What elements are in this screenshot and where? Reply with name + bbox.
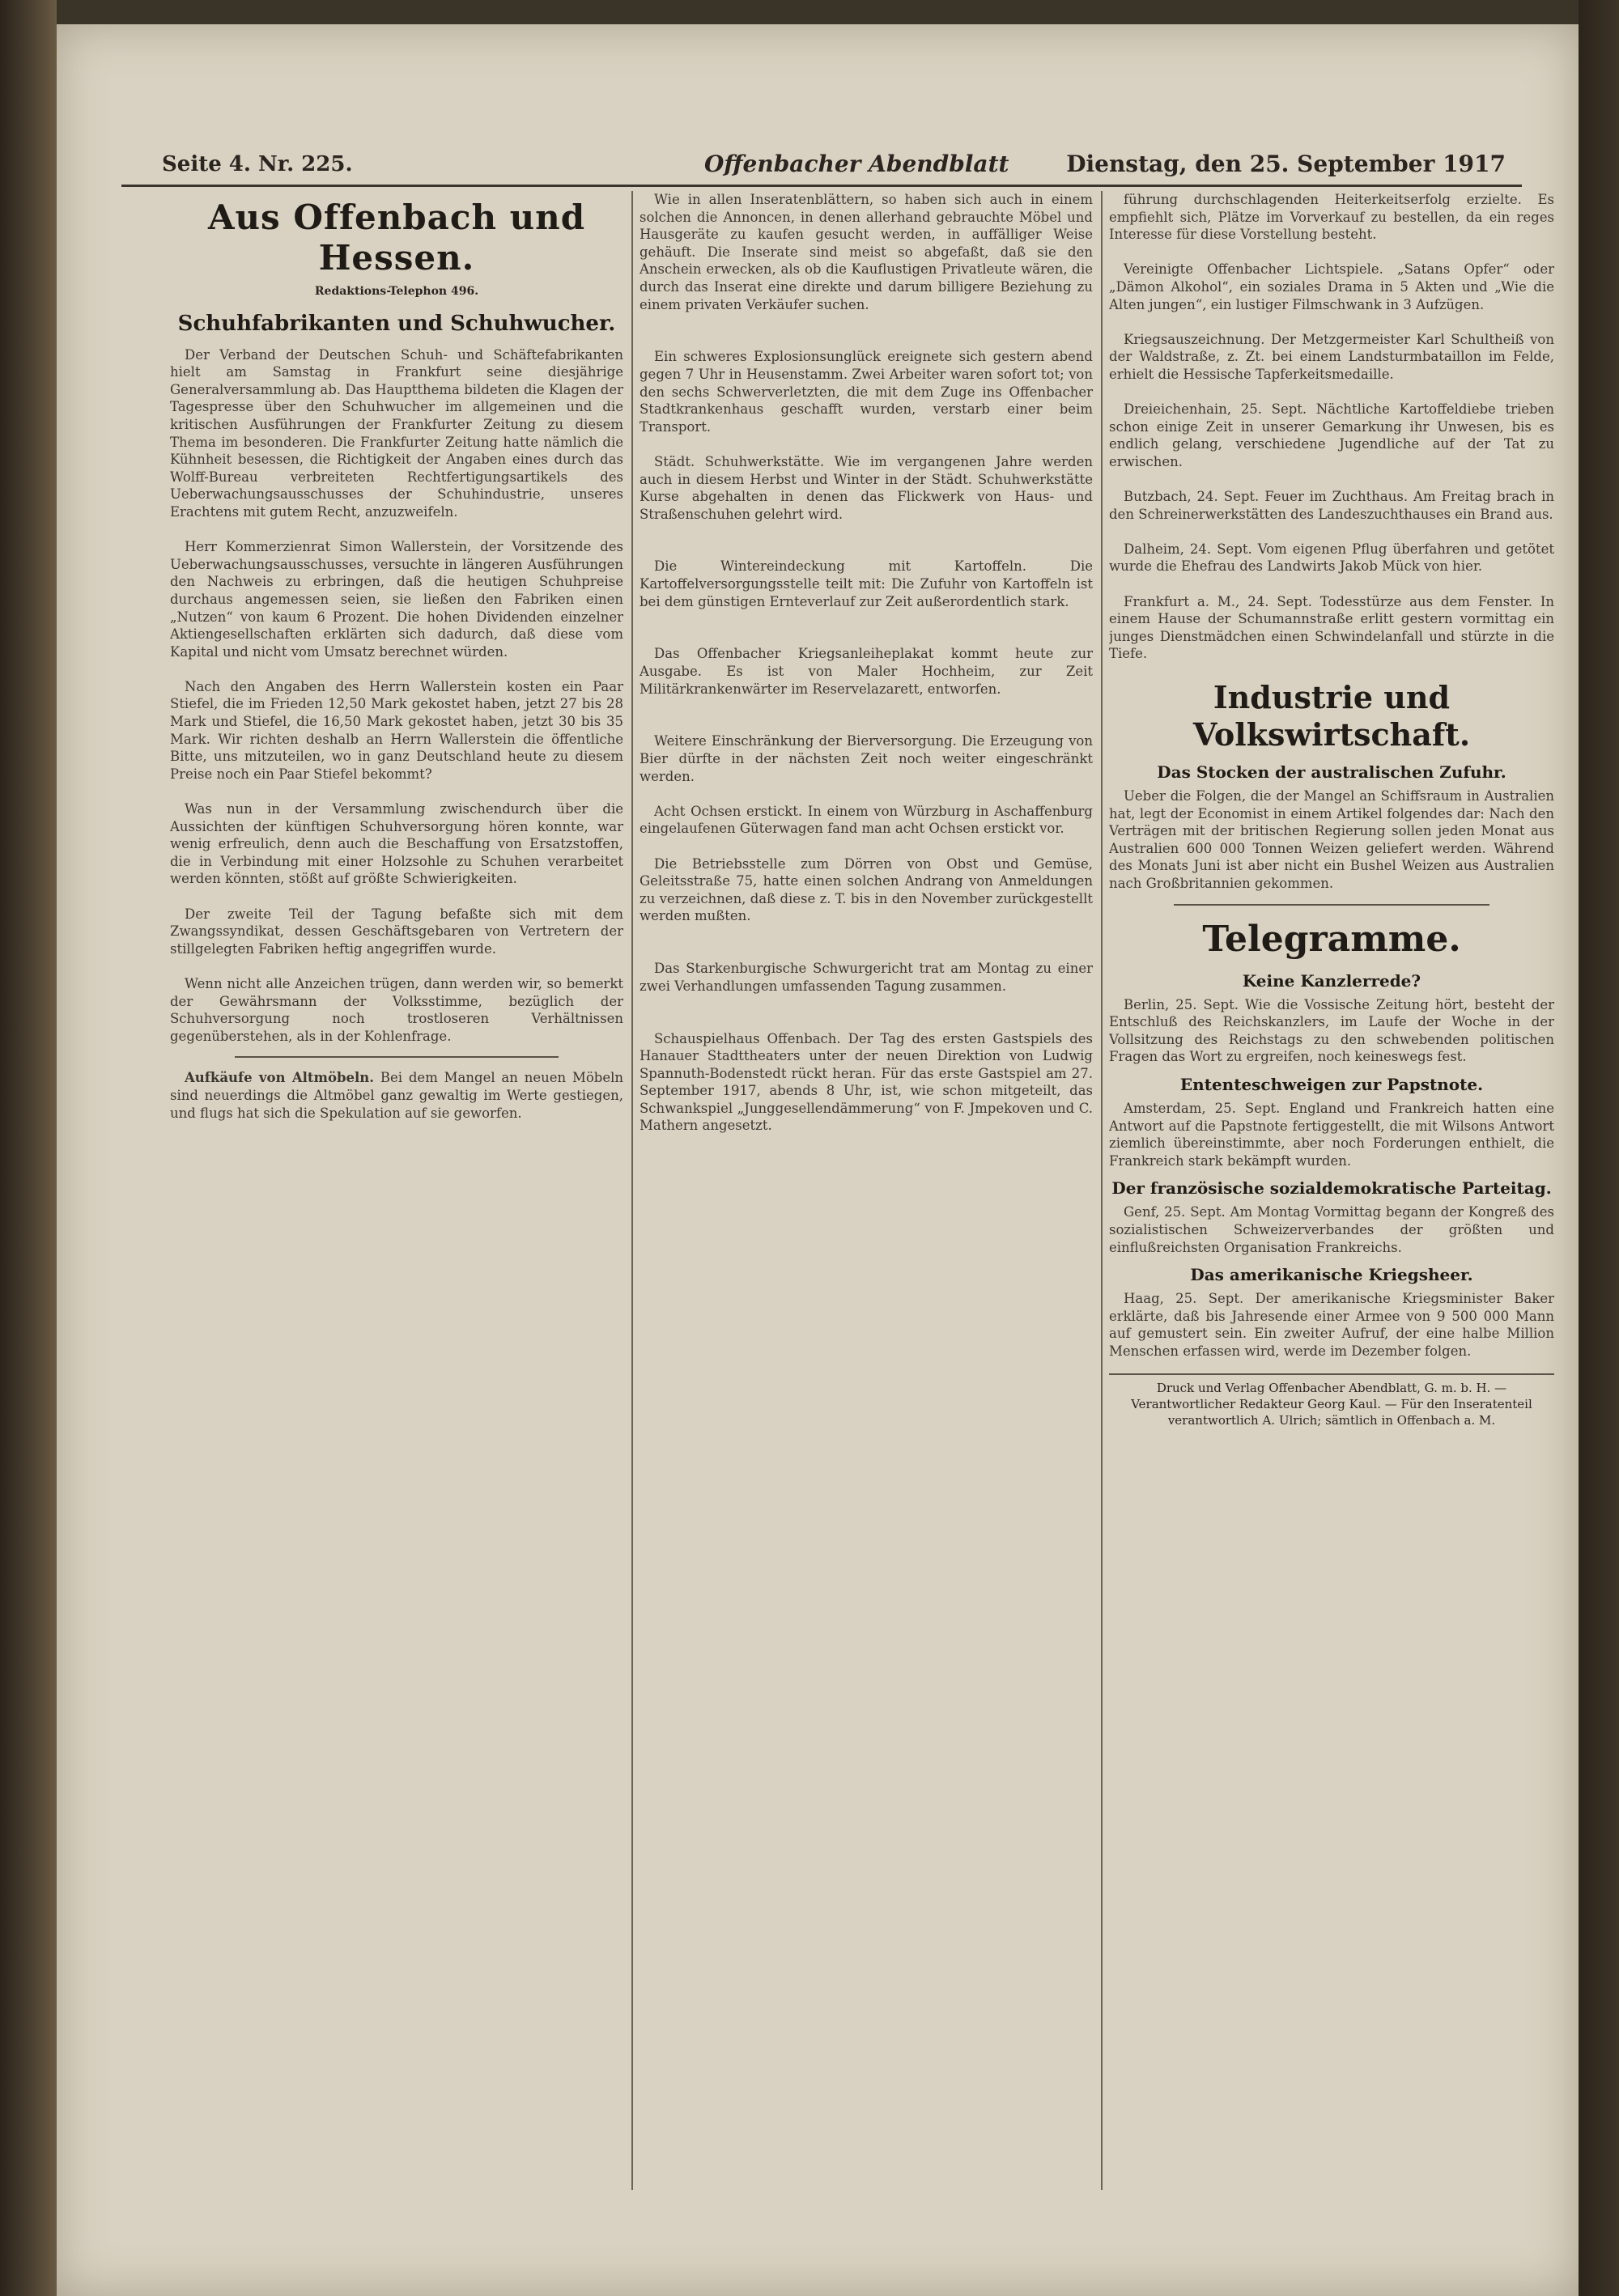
separator-rule <box>1174 904 1489 906</box>
telegram-section-title: Telegramme. <box>1202 918 1461 960</box>
section-title: Aus Offenbach und Hessen. <box>207 197 586 278</box>
paragraph-text: Bei dem Mangel an neuen Möbeln sind neuerdings die Altmöbel ganz gewaltig im Werte gestiegen, und flugs hat sich die Spekulation auf sie geworfen. <box>170 1070 623 1121</box>
article-paragraph: Weitere Einschränkung der Bierversorgung. Die Erzeugung von Bier dürfte in der nächsten Zeit noch weiter eingeschränkt werden. <box>640 733 1093 784</box>
article-paragraph: Kriegsauszeichnung. Der Metzgermeister Karl Schultheiß von der Waldstraße, z. Zt. bei einem Landsturmbataillon im Felde, erhielt die Hessische Tapferkeitsmedaille. <box>1109 331 1554 382</box>
column-1 <box>170 191 623 2230</box>
article-title: Schuhfabrikanten und Schuhwucher. <box>177 311 616 336</box>
telegram-heading: Das amerikanische Kriegsheer. <box>1190 1265 1473 1285</box>
industry-section-title: Industrie und Volkswirtschaft. <box>1192 679 1471 753</box>
newspaper-title: Offenbacher Abendblatt <box>704 151 1009 177</box>
article-paragraph: Ein schweres Explosionsunglück ereignete sich gestern abend gegen 7 Uhr in Heusenstamm. Zwei Arbeiter waren sofort tot; von den sechs Schwerverletzten, die mit dem Zuge ins Offenbacher Stadtkrankenhaus geschafft wurden, verstarb einer beim Transport. <box>640 349 1093 435</box>
page-header <box>121 146 1522 187</box>
article-paragraph: Amsterdam, 25. Sept. England und Frankreich hatten eine Antwort auf die Papstnote fertiggestellt, die mit Wilsons Antwort ziemlich übereinstimmte, aber noch Forderungen enthielt, die Frankreich stark bekämpft wurden. <box>1109 1100 1554 1169</box>
column-rule <box>631 191 633 2190</box>
industry-subtitle: Das Stocken der australischen Zufuhr. <box>1157 762 1506 783</box>
imprint-footer: Druck und Verlag Offenbacher Abendblatt, G. m. b. H. — Verantwortlicher Redakteur Georg Kaul. — Für den Inseratenteil verantwortlich A. Ulrich; sämtlich in Offenbach a. M. <box>1109 1373 1554 1428</box>
article-paragraph <box>170 1069 623 1122</box>
article-paragraph: Ueber die Folgen, die der Mangel an Schiffsraum in Australien hat, legt der Economist in einem Artikel folgendes dar: Nach den Verträgen mit der britischen Regierung sollen jeden Monat aus Australien 600 000 Tonnen Weizen geliefert werden. Während des Monats Juni ist aber nicht ein Bushel Weizen aus Australien nach Großbritannien gekommen. <box>1109 788 1554 891</box>
article-paragraph: Städt. Schuhwerkstätte. Wie im vergangenen Jahre werden auch in diesem Herbst und Winter in der Städt. Schuhwerkstätte Kurse abgehalten in denen das Flickwerk von Haus- und Straßenschuhen gelehrt wird. <box>640 453 1093 522</box>
column-rule <box>1101 191 1103 2190</box>
article-paragraph: Haag, 25. Sept. Der amerikanische Kriegsminister Baker erklärte, daß bis Jahresende einer Armee von 9 500 000 Mann auf gemustert sein. Ein zweiter Aufruf, der eine halbe Million Menschen erfassen wird, werde im Dezember folgen. <box>1109 1291 1554 1359</box>
article-paragraph: Acht Ochsen erstickt. In einem von Würzburg in Aschaffenburg eingelaufenen Güterwagen fand man acht Ochsen erstickt vor. <box>640 803 1093 837</box>
telegram-heading: Keine Kanzlerrede? <box>1242 970 1421 991</box>
article-paragraph: Wenn nicht alle Anzeichen trügen, dann werden wir, so bemerkt der Gewährsmann der Volksstimme, bezüglich der Schuhversorgung noch trostloseren Verhältnissen gegenüberstehen, als in der Kohlenfrage. <box>170 975 623 1044</box>
article-paragraph: Frankfurt a. M., 24. Sept. Todesstürze aus dem Fenster. In einem Hause der Schumannstraße erlitt gestern vormittag ein junges Dienstmädchen einen Schwindelanfall und stürzte in die Tiefe. <box>1109 593 1554 662</box>
book-binding <box>0 0 57 2296</box>
article-paragraph: Schauspielhaus Offenbach. Der Tag des ersten Gastspiels des Hanauer Stadttheaters unter der neuen Direktion von Ludwig Spannuth-Bodenstedt rückt heran. Für das erste Gastspiel am 27. September 1917, abends 8 Uhr, ist, wie schon mitgeteilt, das Schwankspiel „Junggesellendämmerung“ von F. Jmpekoven und C. Mathern angesetzt. <box>640 1030 1093 1134</box>
article-paragraph: Das Starkenburgische Schwurgericht trat am Montag zu einer zwei Verhandlungen umfassenden Tagung zusammen. <box>640 961 1093 994</box>
article-paragraph: Butzbach, 24. Sept. Feuer im Zuchthaus. Am Freitag brach in den Schreinerwerkstätten des Landeszuchthauses ein Brand aus. <box>1109 489 1554 522</box>
column-3 <box>1109 191 1554 2230</box>
issue-date: Dienstag, den 25. September 1917 <box>1066 151 1506 177</box>
article-paragraph: Genf, 25. Sept. Am Montag Vormittag begann der Kongreß des sozialistischen Schweizerverbandes der größten und einflußreichsten Organisation Frankreichs. <box>1109 1204 1554 1255</box>
article-paragraph: Das Offenbacher Kriegsanleiheplakat kommt heute zur Ausgabe. Es ist von Maler Hochheim, zur Zeit Militärkrankenwärter im Reservelazarett, entworfen. <box>640 646 1093 697</box>
telegram-heading: Der französische sozialdemokratische Parteitag. <box>1111 1178 1552 1199</box>
article-paragraph: Die Wintereindeckung mit Kartoffeln. Die Kartoffelversorgungsstelle teilt mit: Die Zufuhr von Kartoffeln ist bei dem günstigen Ernteverlauf zur Zeit außerordentlich stark. <box>640 558 1093 609</box>
article-paragraph: führung durchschlagenden Heiterkeitserfolg erzielte. Es empfiehlt sich, Plätze im Vorverkauf zu bestellen, da ein reges Interesse für diese Vorstellung besteht. <box>1109 192 1554 243</box>
telegram-heading: Ententeschweigen zur Papstnote. <box>1179 1074 1484 1094</box>
article-paragraph: Wie in allen Inseratenblättern, so haben sich auch in einem solchen die Annoncen, in denen allerhand gebrauchte Möbel und Hausgeräte zu kaufen gesucht werden, in auffälliger Weise gehäuft. Die Inserate sind meist so abgefaßt, daß sie den Anschein erwecken, als ob die Kauflustigen Privatleute wären, die durch das Inserat eine direkte und darum billigere Beziehung zu einem privaten Verkäufer suchen. <box>640 192 1093 312</box>
article-paragraph: Der Verband der Deutschen Schuh- und Schäftefabrikanten hielt am Samstag in Frankfurt seine diesjährige Generalversammlung ab. Das Hauptthema bildeten die Klagen der Tagespresse über den Schuhwucher im allgemeinen und die kritischen Ausführungen der Frankfurter Zeitung zu diesem Thema im besonderen. Die Frankfurter Zeitung hatte nämlich die Kühnheit besessen, die Richtigkeit der Angaben eines durch das Wolff-Bureau verbreiteten Rechtfertigungsartikels des Ueberwachungsausschusses der Schuhindustrie, unseres Erachtens mit gutem Recht, anzuzweifeln. <box>170 346 623 520</box>
article-paragraph: Die Betriebsstelle zum Dörren von Obst und Gemüse, Geleitsstraße 75, hatte einen solchen Andrang von Anmeldungen zu verzeichnen, daß diese z. T. bis in den November zurückgestellt werden mußten. <box>640 855 1093 924</box>
separator-rule <box>235 1056 559 1058</box>
article-paragraph: Der zweite Teil der Tagung befaßte sich mit dem Zwangssyndikat, dessen Geschäftsgebaren von Vertretern der stillgelegten Fabriken heftig angegriffen wurde. <box>170 906 623 957</box>
article-paragraph: Berlin, 25. Sept. Wie die Vossische Zeitung hört, besteht der Entschluß des Reichskanzlers, im Laufe der Woche in der Vollsitzung des Reichstags zu den schwebenden politischen Fragen das Wort zu ergreifen, noch keineswegs fest. <box>1109 996 1554 1065</box>
page-number: Seite 4. Nr. 225. <box>162 152 353 176</box>
right-dark-edge <box>1579 0 1619 2296</box>
column-2 <box>640 191 1093 2230</box>
article-paragraph: Vereinigte Offenbacher Lichtspiele. „Satans Opfer“ oder „Dämon Alkohol“, ein soziales Drama in 5 Akten und „Wie die Alten jungen“, ein lustiger Filmschwank in 3 Aufzügen. <box>1109 261 1554 312</box>
article-paragraph: Nach den Angaben des Herrn Wallerstein kosten ein Paar Stiefel, die im Frieden 12,50 Mark gekostet haben, jetzt 27 bis 28 Mark und Stiefel, die 16,50 Mark gekostet haben, jetzt 30 bis 35 Mark. Wir richten deshalb an Herrn Wallerstein die öffentliche Bitte, uns mitzuteilen, wo in ganz Deutschland heute zu diesem Preise noch ein Paar Stiefel bekommt? <box>170 678 623 782</box>
article-paragraph: Dreieichenhain, 25. Sept. Nächtliche Kartoffeldiebe trieben schon einige Zeit in unserer Gemarkung ihr Unwesen, bis es endlich gelang, verschiedene Jugendliche auf der Tat zu erwischen. <box>1109 401 1554 469</box>
redaction-phone: Redaktions-Telephon 496. <box>314 285 479 298</box>
article-paragraph: Was nun in der Versammlung zwischendurch über die Aussichten der künftigen Schuhversorgung hören konnte, war wenig erfreulich, denn auch die Beschaffung von Ersatzstoffen, die in Verbindung mit einer Holzsohle zu Schuhen verarbeitet werden könnten, stößt auf größte Schwierigkeiten. <box>170 801 623 887</box>
paragraph-heading: Aufkäufe von Altmöbeln. <box>185 1070 375 1086</box>
article-paragraph: Herr Kommerzienrat Simon Wallerstein, der Vorsitzende des Ueberwachungsausschusses, versuchte in längeren Ausführungen den Nachweis zu erbringen, daß die heutigen Schuhpreise durchaus angemessen seien, sie ließen den Fabriken einen „Nutzen“ von kaum 6 Prozent. Die hohen Dividenden einzelner Aktiengesellschaften erklärten sich dadurch, daß diese vom Kapital und nicht vom Umsatz berechnet würden. <box>170 539 623 660</box>
article-paragraph: Dalheim, 24. Sept. Vom eigenen Pflug überfahren und getötet wurde die Ehefrau des Landwirts Jakob Mück von hier. <box>1109 541 1554 575</box>
